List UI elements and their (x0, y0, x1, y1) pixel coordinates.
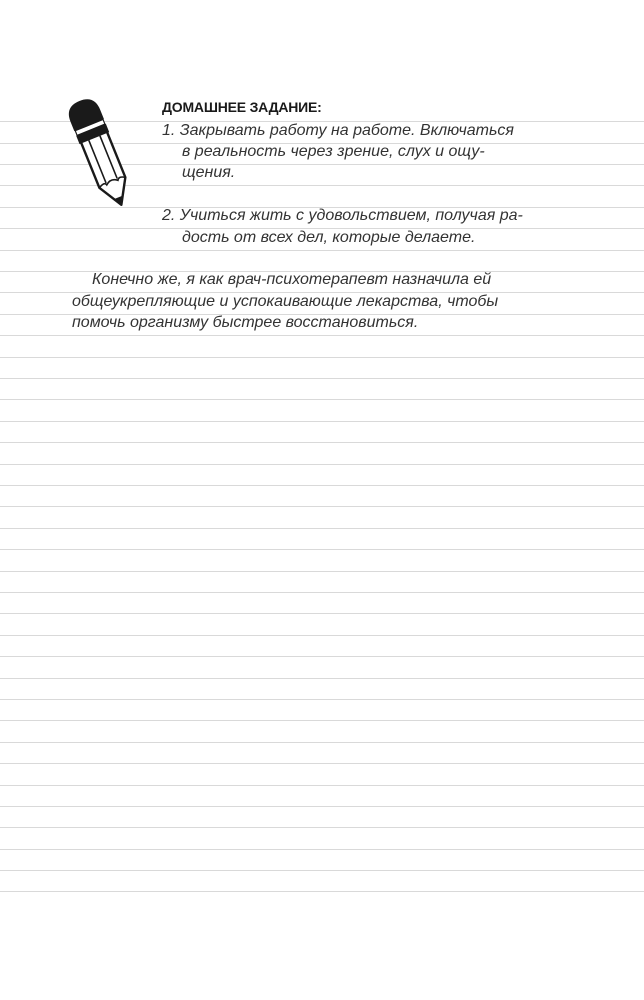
homework-item-1-line: щения. (182, 164, 236, 181)
rule-line (0, 378, 644, 379)
rule-line (0, 442, 644, 443)
rule-line (0, 399, 644, 400)
rule-line (0, 464, 644, 465)
rule-line (0, 506, 644, 507)
rule-line (0, 656, 644, 657)
rule-line (0, 742, 644, 743)
rule-line (0, 678, 644, 679)
rule-line (0, 635, 644, 636)
rule-line (0, 549, 644, 550)
rule-line (0, 592, 644, 593)
pencil-icon (64, 93, 136, 211)
rule-line (0, 891, 644, 892)
homework-item-2-line: 2. Учиться жить с удовольствием, получая ра- (162, 207, 523, 224)
paragraph-line: помочь организму быстрее восстановиться. (72, 314, 419, 331)
homework-heading: ДОМАШНЕЕ ЗАДАНИЕ: (162, 99, 322, 115)
homework-item-1-line: в реальность через зрение, слух и ощу- (182, 143, 485, 160)
rule-line (0, 849, 644, 850)
rule-line (0, 528, 644, 529)
rule-line (0, 357, 644, 358)
rule-line (0, 571, 644, 572)
rule-line (0, 720, 644, 721)
rule-line (0, 785, 644, 786)
rule-line (0, 827, 644, 828)
homework-item-1-line: 1. Закрывать работу на работе. Включаться (162, 122, 514, 139)
homework-item-2-line: дость от всех дел, которые делаете. (182, 229, 476, 246)
rule-line (0, 613, 644, 614)
rule-line (0, 763, 644, 764)
paragraph-line: Конечно же, я как врач-психотерапевт назначила ей (92, 271, 492, 288)
rule-line (0, 485, 644, 486)
rule-line (0, 250, 644, 251)
rule-line (0, 870, 644, 871)
rule-line (0, 806, 644, 807)
paragraph-line: общеукрепляющие и успокаивающие лекарства, чтобы (72, 293, 499, 310)
rule-line (0, 699, 644, 700)
rule-line (0, 335, 644, 336)
rule-line (0, 421, 644, 422)
